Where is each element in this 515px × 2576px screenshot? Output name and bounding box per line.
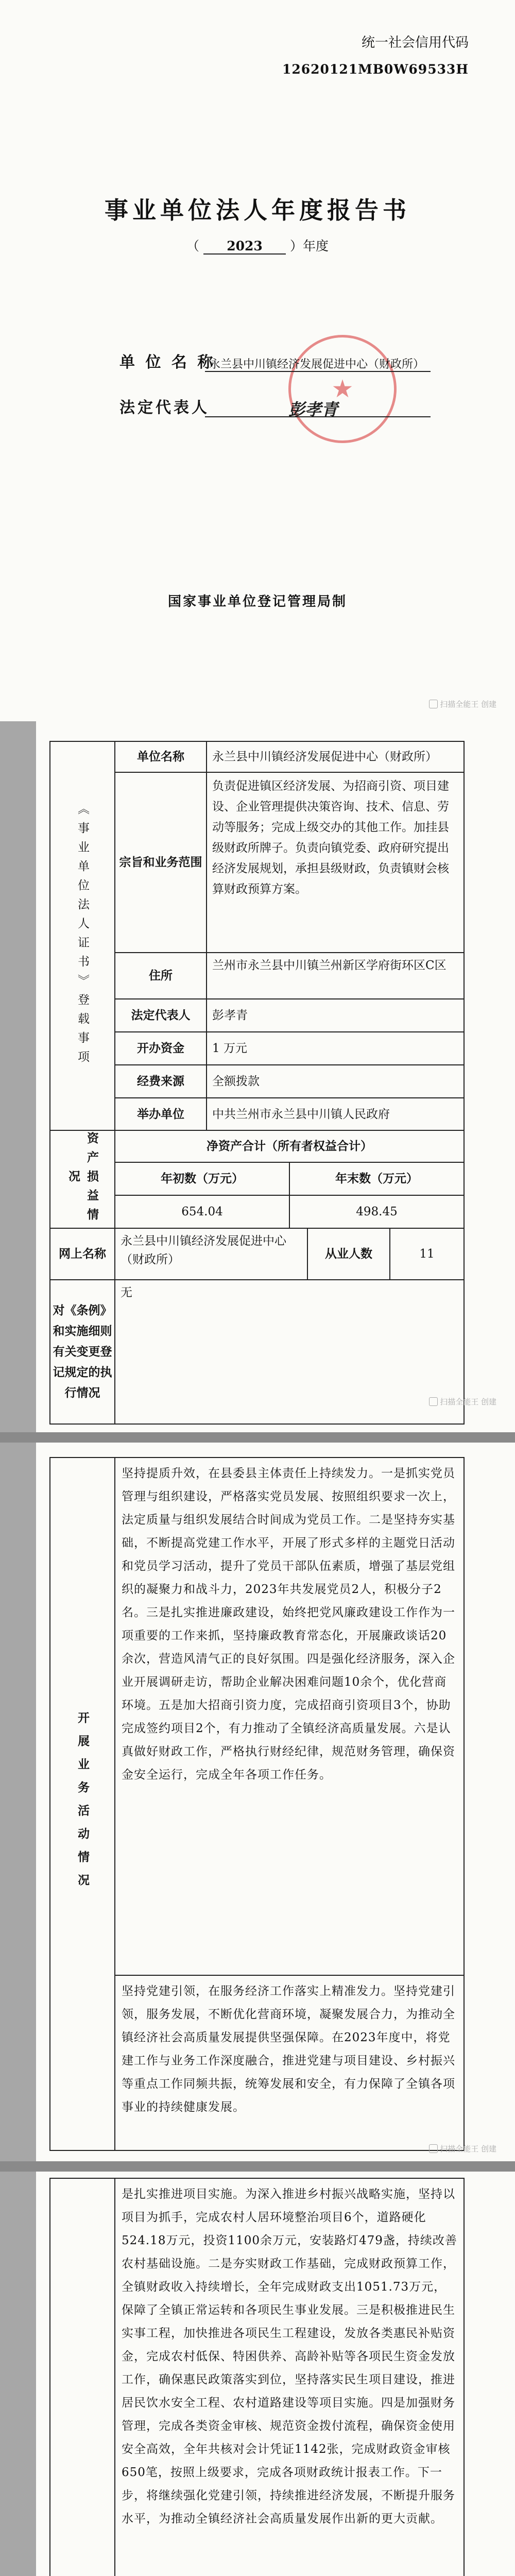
unit-name-label: 单 位 名 称 <box>119 353 216 371</box>
fund-field-label: 开办资金 <box>114 1031 206 1064</box>
registration-page <box>0 721 515 1432</box>
source-field-label: 经费来源 <box>114 1064 206 1097</box>
official-seal <box>288 335 397 443</box>
cover-page <box>0 0 515 721</box>
business-continued-page <box>0 2172 515 2576</box>
scan-margin <box>0 721 36 1432</box>
equity-header: 净资产合计（所有者权益合计） <box>114 1130 464 1162</box>
scan-margin <box>0 1443 36 2161</box>
business-text-3: 是扎实推进项目实施。为深入推进乡村振兴战略实施，坚持以项目为抓手，完成农村人居环境整治项目6个，道路硬化524.18万元，投资1100余万元，安装路灯479盏，持续改善农村基础设施。二是夯实财政工作基础，完成财政预算工作，全镇财政收入持续增长，全年完成财政支出1051.73万元，保障了全镇正常运转和各项民生事业发展。三是积极推进民生实事工程，加快推进各项民生工程建设，发放各类惠民补贴资金，完成农村低保、特困供养、高龄补贴等各项民生资金发放工作，确保惠民政策落实到位，坚持落实民生项目建设，推进居民饮水安全工程、农村道路建设等项目实施。四是加强财务管理，完成各类资金审核、规范资金拨付流程，确保资金使用安全高效，全年共核对会计凭证1142张，完成财政资金审核650笔，按照上级要求，完成各项财政统计报表工作。下一步，将继续强化党建引领，持续推进经济发展，不断提升服务水平，为推动全镇经济社会高质量发展作出新的更大贡献。 <box>114 2178 464 2576</box>
table-bottom-border <box>49 741 465 1425</box>
table-bottom-border <box>49 2178 465 2576</box>
source-field-value: 全额拨款 <box>206 1064 464 1097</box>
credit-code: 12620121MB0W69533H <box>282 62 469 77</box>
address-field-label: 住所 <box>114 952 206 998</box>
scanner-icon <box>429 700 438 708</box>
report-year: （ 2023 ）年度 <box>186 239 329 253</box>
begin-header: 年初数（万元） <box>114 1162 289 1195</box>
scanner-icon <box>429 1397 438 1406</box>
end-value: 498.45 <box>289 1195 464 1228</box>
scanner-watermark: 扫描全能王 创建 <box>429 699 496 709</box>
credit-code-label: 统一社会信用代码 <box>361 35 469 50</box>
address-field-value: 兰州市永兰县中川镇兰州新区学府街环区C区 <box>206 952 464 998</box>
scope-field-label: 宗旨和业务范围 <box>114 772 206 952</box>
staff-value: 11 <box>389 1228 464 1279</box>
scanner-watermark: 扫描全能王 创建 <box>429 1396 496 1407</box>
fund-field-value: 1 万元 <box>206 1031 464 1064</box>
begin-value: 654.04 <box>114 1195 289 1228</box>
regulation-label: 对《条例》和实施细则有关变更登记规定的执行情况 <box>49 1279 114 1423</box>
business-text-2: 坚持党建引领，在服务经济工作落实上精准发力。坚持党建引领，服务发展，不断优化营商环境，凝聚发展合力，为推动全镇经济社会高质量发展提供坚强保障。在2023年度中，将党建工作与业务工作深度融合，推进党建与项目建设、乡村振兴等重点工作同频共振，统筹发展和安全，有力保障了全镇各项事业的持续健康发展。 <box>114 1975 464 2150</box>
staff-label: 从业人数 <box>307 1228 389 1279</box>
business-page <box>0 1443 515 2161</box>
legal-rep-label: 法定代表人 <box>119 399 210 417</box>
issuing-authority: 国家事业单位登记管理局制 <box>167 594 347 609</box>
scan-margin <box>0 2172 36 2576</box>
table-bottom-border <box>49 1457 465 2151</box>
unit-name-field-value: 永兰县中川镇经济发展促进中心（财政所） <box>206 741 464 772</box>
end-header: 年末数（万元） <box>289 1162 464 1195</box>
scope-field-value: 负责促进镇区经济发展、为招商引资、项目建设、企业管理提供决策咨询、技术、信息、劳动等服务；完成上级交办的其他工作。加挂县级财政所牌子。负责向镇党委、政府研究提出经济发展规划，承担县级财政，负责镇财会核算财政预算方案。 <box>206 772 464 952</box>
scanner-watermark: 扫描全能王 创建 <box>429 2143 496 2154</box>
rep-field-label: 法定代表人 <box>114 998 206 1031</box>
business-label: 开展业务活动情况 <box>49 1457 114 2150</box>
rep-field-value: 彭孝青 <box>206 998 464 1031</box>
unit-name-field-label: 单位名称 <box>114 741 206 772</box>
org-field-value: 中共兰州市永兰县中川镇人民政府 <box>206 1097 464 1130</box>
online-name-value: 永兰县中川镇经济发展促进中心（财政所） <box>114 1228 307 1279</box>
legal-rep-signature: 彭孝青 <box>288 400 338 419</box>
asset-group-label: 资产损益情况 <box>49 1130 114 1228</box>
seal-star-icon: ★ <box>331 375 354 403</box>
business-text-1: 坚持提质升效，在县委县主体责任上持续发力。一是抓实党员管理与组织建设，严格落实党员发展、按照组织要求一次上，法定质量与组织发展结合时间成为党员工作。二是坚持夯实基础，不断提高党建工作水平，开展了形式多样的主题党日活动和党员学习活动，提升了党员干部队伍素质，增强了基层党组织的凝聚力和战斗力，2023年共发展党员2人，积极分子2名。三是扎实推进廉政建设，始终把党风廉政建设工作作为一项重要的工作来抓，坚持廉政教育常态化，开展廉政谈话20余次，营造风清气正的良好氛围。四是强化经济服务，深入企业开展调研走访，帮助企业解决困难问题10余个，优化营商环境。五是加大招商引资力度，完成招商引资项目3个，协助完成签约项目2个，有力推动了全镇经济高质量发展。六是认真做好财政工作，严格执行财经纪律，规范财务管理，确保资金安全运行，完成全年各项工作任务。 <box>114 1457 464 1975</box>
certificate-items-label: 《事业单位法人证书》登载事项 <box>49 741 114 1130</box>
org-field-label: 举办单位 <box>114 1097 206 1130</box>
unit-name-value: 永兰县中川镇经济发展促进中心（财政所） <box>209 358 425 371</box>
regulation-value: 无 <box>114 1279 464 1423</box>
report-title: 事业单位法人年度报告书 <box>105 196 410 224</box>
online-name-label: 网上名称 <box>49 1228 114 1279</box>
scanner-icon <box>429 2144 438 2153</box>
